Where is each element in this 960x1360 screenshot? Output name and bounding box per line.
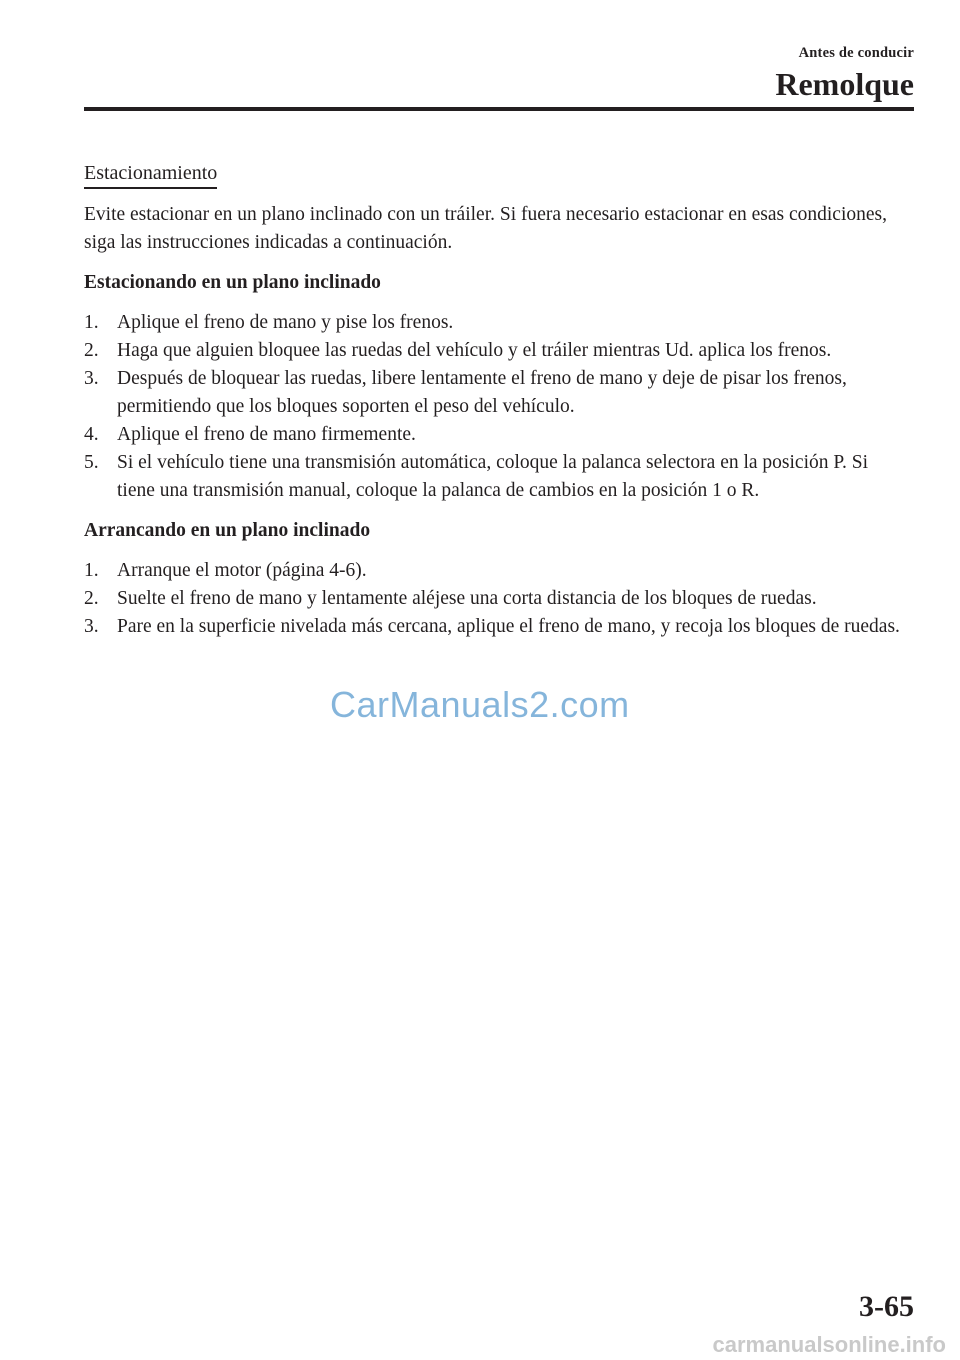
step-text: Después de bloquear las ruedas, libere lentamente el freno de mano y deje de pisar los frenos, permitiendo que los bloques soporten el peso del vehículo. [117, 368, 847, 417]
parking-steps [84, 309, 904, 505]
step-number: 4. [84, 424, 99, 445]
page-content [84, 160, 904, 653]
step-text: Suelte el freno de mano y lentamente aléjese una corta distancia de los bloques de ruedas. [117, 588, 817, 609]
chapter-title: Antes de conducir [798, 45, 914, 61]
step-text: Arranque el motor (página 4-6). [117, 560, 367, 581]
step-text: Aplique el freno de mano firmemente. [117, 424, 416, 445]
step-text: Aplique el freno de mano y pise los frenos. [117, 312, 454, 333]
step-number: 1. [84, 560, 99, 581]
step-text: Pare en la superficie nivelada más cercana, aplique el freno de mano, y recoja los bloques de ruedas. [117, 616, 900, 637]
step-number: 1. [84, 312, 99, 333]
footer-site-label: carmanualsonline.info [712, 1332, 946, 1357]
intro-paragraph: Evite estacionar en un plano inclinado con un tráiler. Si fuera necesario estacionar en esas condiciones, siga las instrucciones indicadas a continuación. [84, 204, 887, 253]
list-item [84, 309, 904, 337]
starting-subheading: Arrancando en un plano inclinado [84, 520, 371, 541]
parking-subheading: Estacionando en un plano inclinado [84, 272, 381, 293]
step-number: 5. [84, 452, 99, 473]
step-text: Haga que alguien bloquee las ruedas del vehículo y el tráiler mientras Ud. aplica los frenos. [117, 340, 832, 361]
header-rule [84, 107, 914, 111]
watermark: CarManuals2.com [330, 684, 630, 725]
starting-steps [84, 557, 904, 641]
step-text: Si el vehículo tiene una transmisión automática, coloque la palanca selectora en la posición P. Si tiene una transmisión manual, coloque la palanca de cambios en la posición 1 o R. [117, 452, 869, 501]
list-item [84, 365, 904, 421]
step-number: 3. [84, 368, 99, 389]
list-item [84, 421, 904, 449]
section-heading: Estacionamiento [84, 160, 217, 189]
list-item [84, 613, 904, 641]
list-item [84, 557, 904, 585]
list-item [84, 449, 904, 505]
list-item [84, 337, 904, 365]
section-title: Remolque [775, 66, 914, 102]
step-number: 3. [84, 616, 99, 637]
list-item [84, 585, 904, 613]
running-header [775, 44, 914, 102]
step-number: 2. [84, 340, 99, 361]
step-number: 2. [84, 588, 99, 609]
page-number: 3-65 [859, 1290, 914, 1323]
